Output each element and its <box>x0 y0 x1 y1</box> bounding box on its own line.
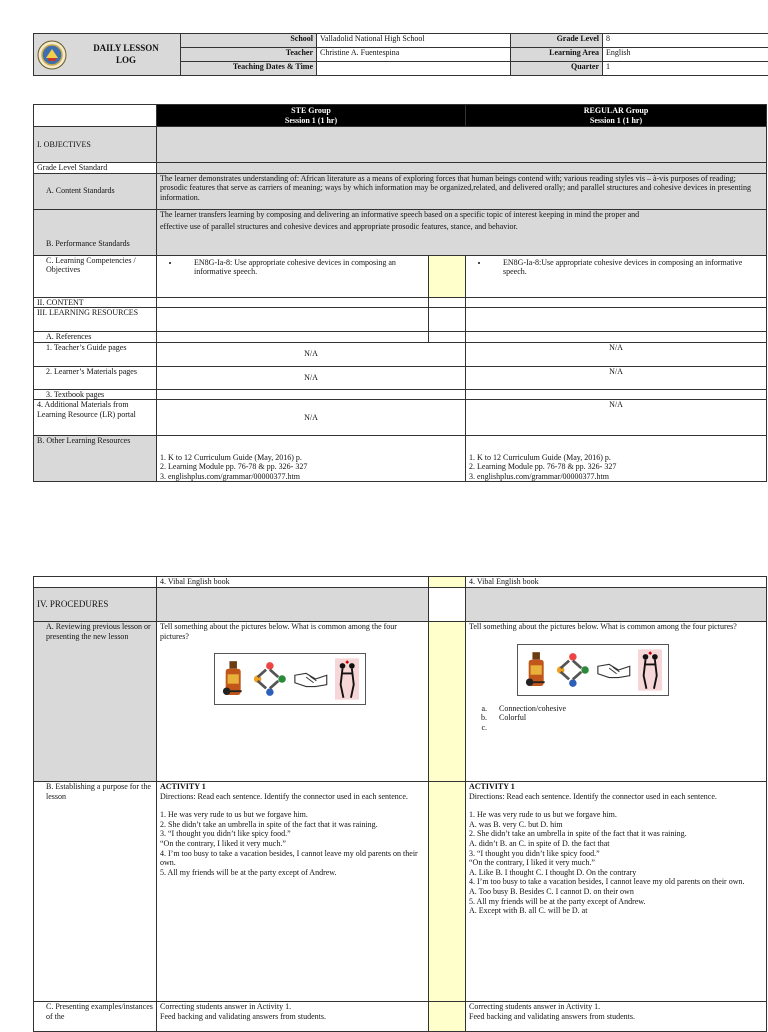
resources-ste <box>157 308 429 332</box>
vibal-spacer <box>429 577 466 588</box>
content-standards-text: The learner demonstrates understanding of: African literature as a means of exploring forces that human beings contend with; various reading styles vis – à-vis purposes of reading; prosodic features that serve as carriers of meaning; ways by which information may be organized,related, and delivered orally; and parallel structures and cohesive devices in presenting information. <box>157 173 767 209</box>
teaching-dates-value <box>317 62 511 76</box>
procedures-table <box>33 576 767 1032</box>
teachers-guide-label: 1. Teacher’s Guide pages <box>34 342 157 366</box>
ste-competency: • EN8G-Ia-8: Use appropriate cohesive devices in composing an informative speech. <box>180 258 425 277</box>
choice-b: b. Colorful <box>489 713 763 723</box>
other-resources-ste <box>157 436 466 482</box>
performance-standards-line2: effective use of parallel structures and cohesive devices and appropriate prosodic features, stance, and behavior. <box>160 222 763 232</box>
performance-standards-line1: The learner transfers learning by composing and delivering an informative speech based on a specific topic of interest keeping in mind the proper and <box>160 210 763 220</box>
activity-regular-title: ACTIVITY 1 <box>469 782 763 792</box>
content-standards-label: A. Content Standards <box>34 173 157 209</box>
vibal-label <box>34 577 157 588</box>
learning-area-label: Learning Area <box>511 48 603 62</box>
presenting-ste-cell <box>157 1002 429 1032</box>
regular-group-title: REGULAR Group <box>469 106 763 116</box>
additional-materials-label: 4. Additional Materials from Learning Resource (LR) portal <box>34 400 157 436</box>
other-reg-3: 3. englishplus.com/grammar/00000377.htm <box>469 472 763 482</box>
content-label: II. CONTENT <box>34 297 157 308</box>
activity-ste-title: ACTIVITY 1 <box>160 782 425 792</box>
other-resources-regular <box>466 436 767 482</box>
ste-item-3b: “On the contrary, I liked it very much.” <box>160 839 425 849</box>
performance-standards-label: B. Performance Standards <box>34 209 157 255</box>
regular-group-header <box>466 105 767 127</box>
activity-spacer <box>429 782 466 1002</box>
learning-competencies-label: C. Learning Competencies / Objectives <box>34 255 157 297</box>
ste-group-title: STE Group <box>160 106 462 116</box>
content-spacer <box>429 297 466 308</box>
reg-item-3-choices: A. Like B. I thought C. I thought D. On the contrary <box>469 868 763 878</box>
reg-item-5: 5. All my friends will be at the party except of Andrew. <box>469 897 763 907</box>
pictures-strip-regular <box>517 644 669 696</box>
ste-spacer <box>429 255 466 297</box>
reg-item-3b: “On the contrary, I liked it very much.” <box>469 858 763 868</box>
other-reg-2: 2. Learning Module pp. 76-78 & pp. 326- 327 <box>469 462 763 472</box>
regular-competency: • EN8G-Ia-8:Use appropriate cohesive devices in composing an informative speech. <box>489 258 763 277</box>
reg-item-4: 4. I’m too busy to take a vacation besides, I cannot leave my old parents on their own. <box>469 877 763 887</box>
reg-item-2-choices: A. didn’t B. an C. in spite of D. the fact that <box>469 839 763 849</box>
quarter-value: 1 <box>603 62 768 76</box>
reg-item-1-choices: A. was B. very C. but D. him <box>469 820 763 830</box>
pictures-strip-ste <box>214 653 366 705</box>
presenting-ste-2: Feed backing and validating answers from students. <box>160 1012 425 1022</box>
learning-area-value: English <box>603 48 768 62</box>
presenting-reg-2: Feed backing and validating answers from students. <box>469 1012 763 1022</box>
reviewing-ste-cell <box>157 622 429 782</box>
header-title-line1: DAILY LESSON <box>75 43 177 55</box>
references-ste <box>157 332 429 343</box>
regular-choices <box>469 704 763 733</box>
learners-materials-regular: N/A <box>466 366 767 389</box>
learners-materials-ste: N/A <box>157 366 466 389</box>
grade-level-standard-value <box>157 163 767 174</box>
other-ste-1: 1. K to 12 Curriculum Guide (May, 2016) p. <box>160 453 462 463</box>
reg-item-2: 2. She didn’t take an umbrella in spite of the fact that it was raining. <box>469 829 763 839</box>
establishing-purpose-label: B. Establishing a purpose for the lesson <box>34 782 157 1002</box>
grade-level-value: 8 <box>603 34 768 48</box>
performance-standards-text <box>157 209 767 255</box>
ste-group-session: Session 1 (1 hr) <box>160 116 462 126</box>
grade-level-standard-label: Grade Level Standard <box>34 163 157 174</box>
textbook-ste <box>157 389 466 400</box>
procedures-heading: IV. PROCEDURES <box>34 588 157 622</box>
choice-a: a. Connection/cohesive <box>489 704 763 714</box>
activity-ste-cell <box>157 782 429 1002</box>
ste-item-4: 4. I’m too busy to take a vacation besides, I cannot leave my old parents on their own. <box>160 849 425 868</box>
ste-item-2: 2. She didn’t take an umbrella in spite of the fact that it was raining. <box>160 820 425 830</box>
presenting-examples-label: C. Presenting examples/instances of the <box>34 1002 157 1032</box>
objectives-heading: I. OBJECTIVES <box>34 127 157 163</box>
quarter-label: Quarter <box>511 62 603 76</box>
reg-item-1: 1. He was very rude to us but we forgave him. <box>469 810 763 820</box>
couple-icon <box>335 657 359 701</box>
teaching-dates-label: Teaching Dates & Time <box>181 62 317 76</box>
learning-resources-label: III. LEARNING RESOURCES <box>34 308 157 332</box>
ste-competency-cell <box>157 255 429 297</box>
learners-materials-label: 2. Learner’s Materials pages <box>34 366 157 389</box>
bottle-key-icon <box>524 649 550 691</box>
references-reg <box>466 332 767 343</box>
vibal-regular: 4. Vibal English book <box>466 577 767 588</box>
header-title-line2: LOG <box>75 55 177 67</box>
ste-item-5: 5. All my friends will be at the party except of Andrew. <box>160 868 425 878</box>
presenting-reg-1: Correcting students answer in Activity 1. <box>469 1002 763 1012</box>
bottle-key-icon <box>221 658 247 700</box>
ste-group-header <box>157 105 466 127</box>
presenting-spacer <box>429 1002 466 1032</box>
reviewing-label: A. Reviewing previous lesson or presenting the new lesson <box>34 622 157 782</box>
school-value: Valladolid National High School <box>317 34 511 48</box>
objectives-table <box>33 104 767 482</box>
deped-seal-icon <box>37 40 67 70</box>
reg-item-3: 3. “I thought you didn’t like spicy food.” <box>469 849 763 859</box>
activity-regular-cell <box>466 782 767 1002</box>
content-ste <box>157 297 429 308</box>
procedures-ste <box>157 588 429 622</box>
other-ste-2: 2. Learning Module pp. 76-78 & pp. 326- 327 <box>160 462 462 472</box>
teacher-label: Teacher <box>181 48 317 62</box>
procedures-reg <box>466 588 767 622</box>
header-table <box>33 33 768 76</box>
procedures-spacer <box>429 588 466 622</box>
vibal-ste: 4. Vibal English book <box>157 577 429 588</box>
resources-reg <box>466 308 767 332</box>
teachers-guide-regular: N/A <box>466 342 767 366</box>
references-label: A. References <box>34 332 157 343</box>
reviewing-regular-text: Tell something about the pictures below. What is common among the four pictures? <box>469 622 763 632</box>
other-ste-3: 3. englishplus.com/grammar/00000377.htm <box>160 472 462 482</box>
ste-item-3: 3. “I thought you didn’t like spicy food.” <box>160 829 425 839</box>
couple-icon <box>638 648 662 692</box>
content-reg <box>466 297 767 308</box>
ste-item-1: 1. He was very rude to us but we forgave him. <box>160 810 425 820</box>
grade-level-label: Grade Level <box>511 34 603 48</box>
textbook-reg <box>466 389 767 400</box>
people-circle-icon <box>253 659 287 699</box>
teacher-value: Christine A. Fuentespina <box>317 48 511 62</box>
people-circle-icon <box>556 650 590 690</box>
activity-regular-directions: Directions: Read each sentence. Identify the connector used in each sentence. <box>469 792 763 802</box>
corner-cell <box>34 105 157 127</box>
presenting-ste-1: Correcting students answer in Activity 1. <box>160 1002 425 1012</box>
resources-spacer <box>429 308 466 332</box>
references-spacer <box>429 332 466 343</box>
other-resources-label: B. Other Learning Resources <box>34 436 157 482</box>
activity-ste-directions: Directions: Read each sentence. Identify the connector used in each sentence. <box>160 792 425 802</box>
handshake-icon <box>596 656 632 684</box>
other-reg-1: 1. K to 12 Curriculum Guide (May, 2016) p. <box>469 453 763 463</box>
teachers-guide-ste: N/A <box>157 342 466 366</box>
additional-materials-ste: N/A <box>157 400 466 436</box>
header-title-cell <box>34 34 181 76</box>
reg-item-5-choices: A. Except with B. all C. will be D. at <box>469 906 763 916</box>
reviewing-ste-text: Tell something about the pictures below. What is common among the four pictures? <box>160 622 425 641</box>
textbook-pages-label: 3. Textbook pages <box>34 389 157 400</box>
reviewing-regular-cell <box>466 622 767 782</box>
objectives-blank <box>157 127 767 163</box>
school-label: School <box>181 34 317 48</box>
reviewing-spacer <box>429 622 466 782</box>
presenting-regular-cell <box>466 1002 767 1032</box>
handshake-icon <box>293 665 329 693</box>
choice-c <box>489 723 763 733</box>
regular-competency-cell <box>466 255 767 297</box>
regular-group-session: Session 1 (1 hr) <box>469 116 763 126</box>
additional-materials-regular: N/A <box>466 400 767 436</box>
reg-item-4-choices: A. Too busy B. Besides C. I cannot D. on their own <box>469 887 763 897</box>
